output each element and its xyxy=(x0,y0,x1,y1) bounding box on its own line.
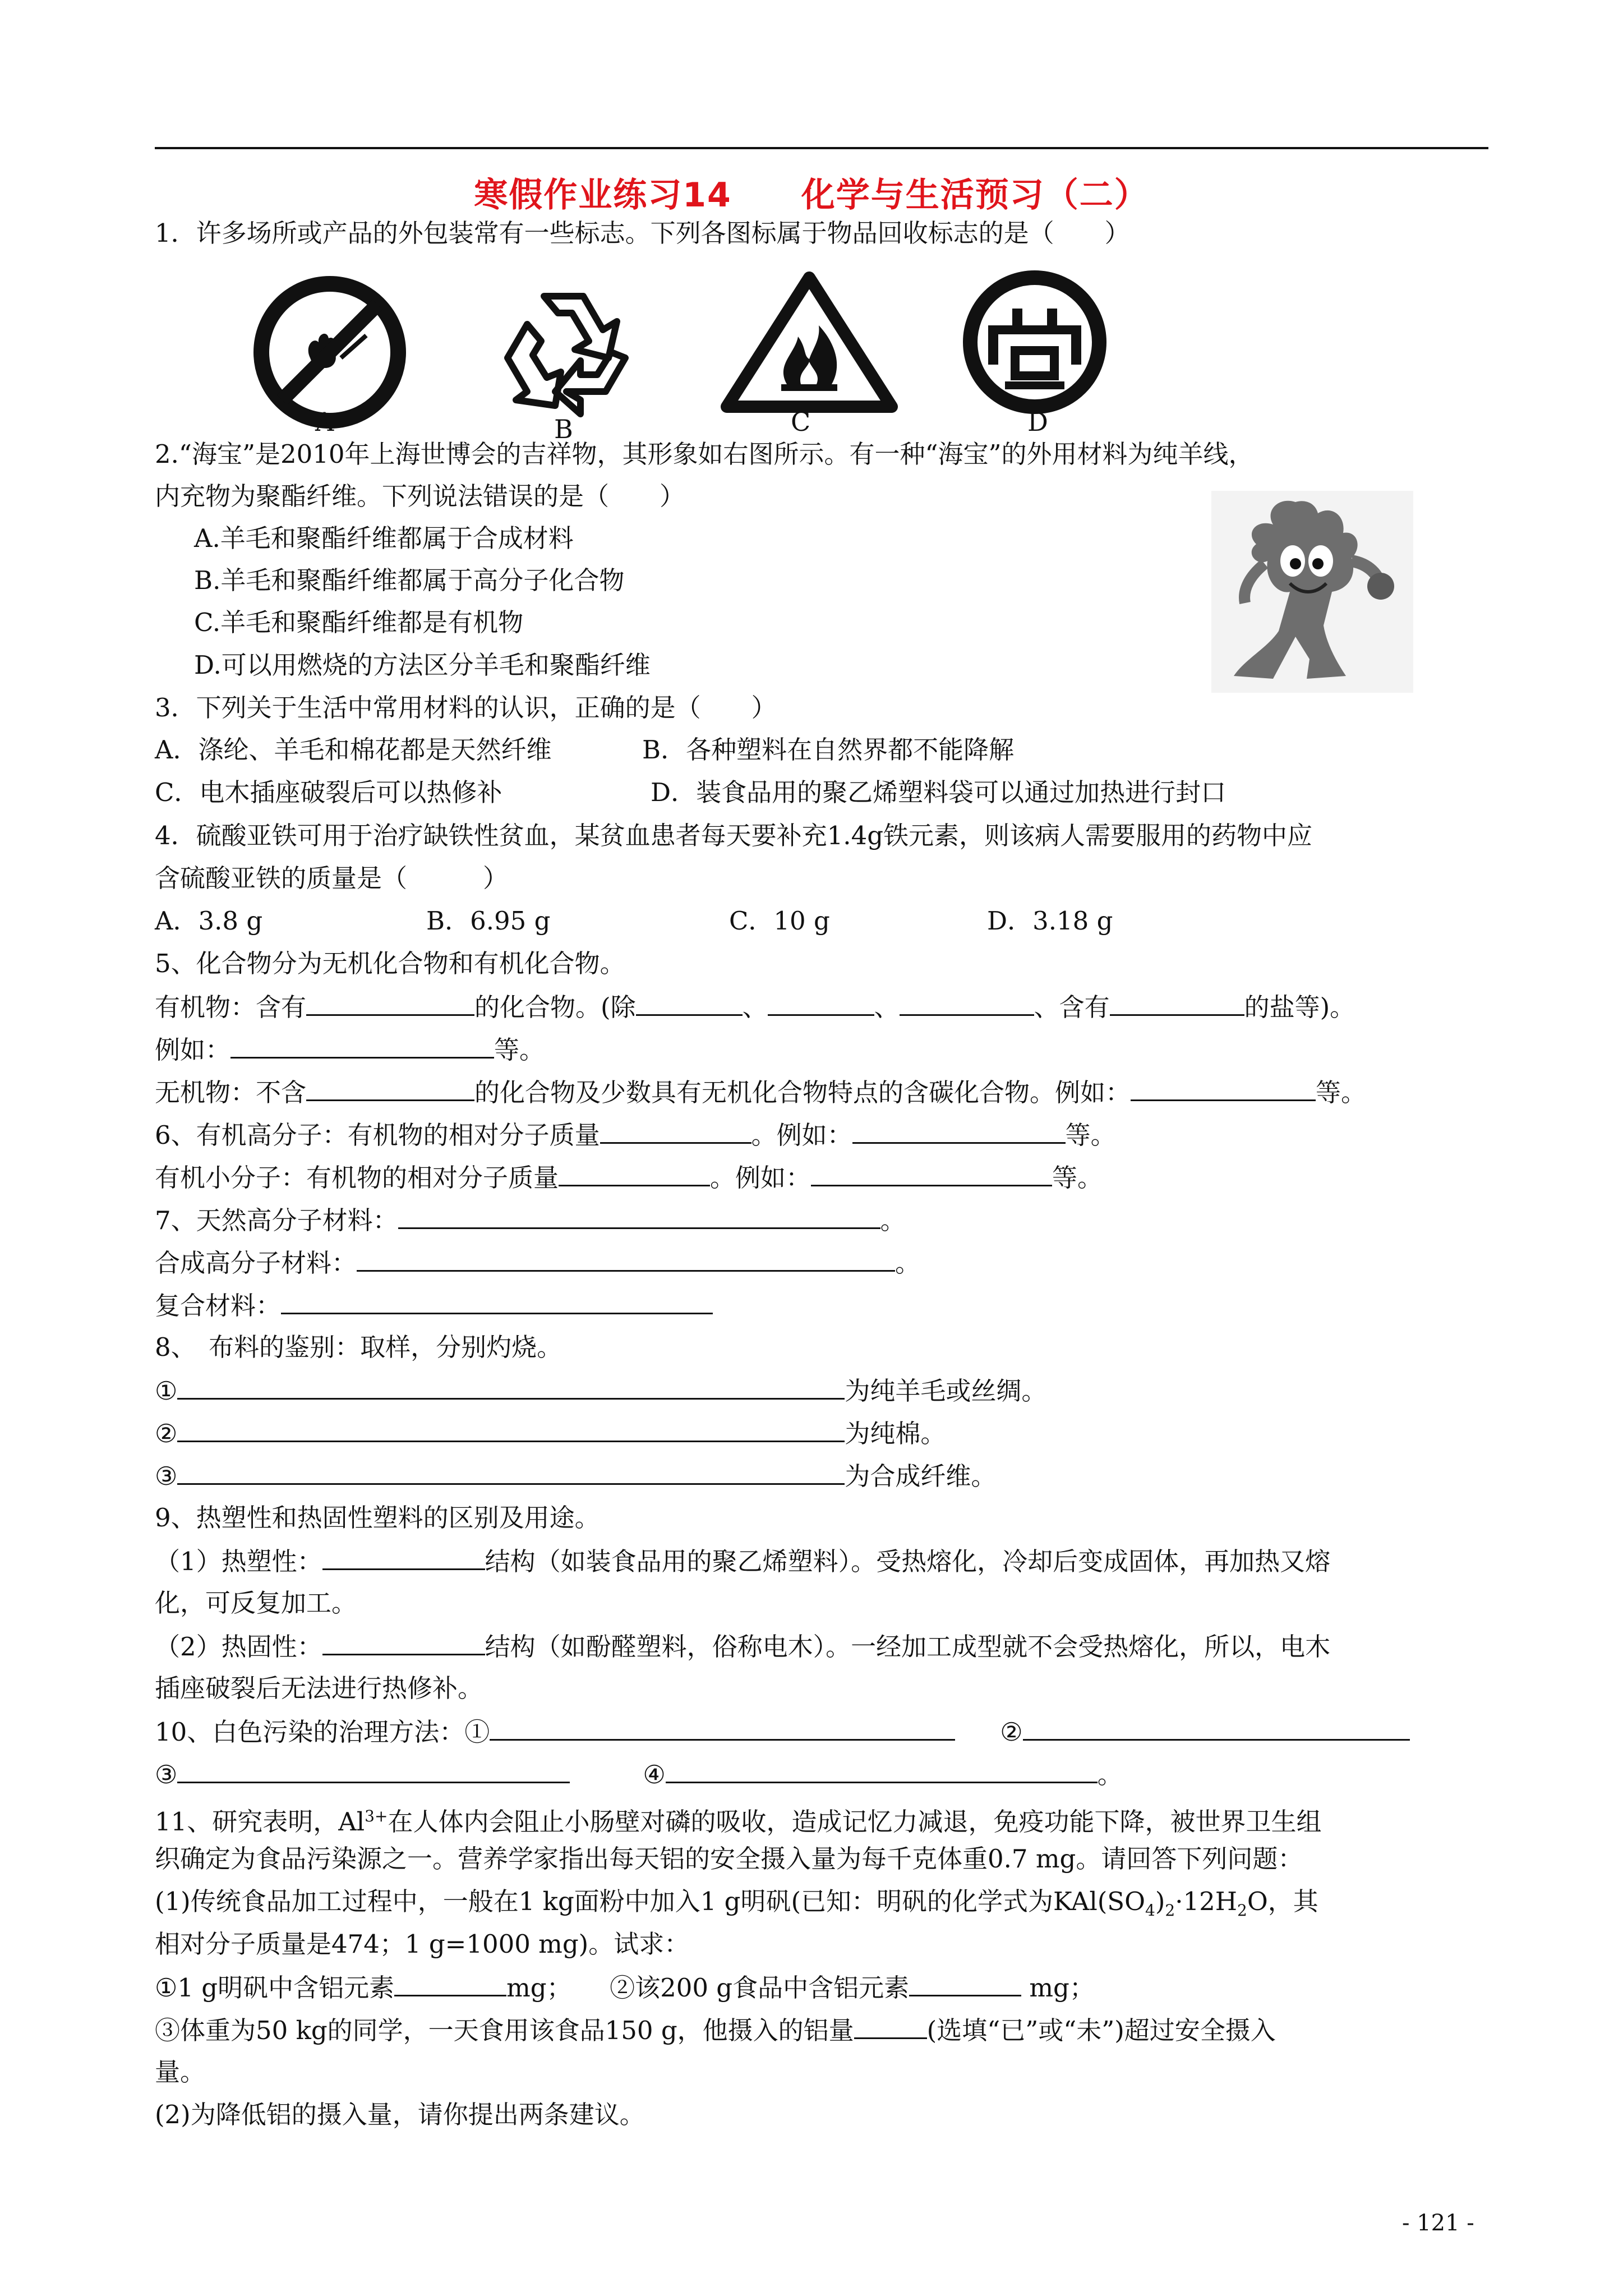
blank[interactable] xyxy=(306,990,474,1016)
blank[interactable] xyxy=(306,1075,474,1101)
blank[interactable] xyxy=(230,1032,494,1059)
blank[interactable] xyxy=(394,1970,506,1996)
blank[interactable] xyxy=(666,1757,1098,1783)
blank[interactable] xyxy=(854,2013,927,2039)
question-4-option-b: B．6.95 g xyxy=(426,906,551,936)
blank[interactable] xyxy=(811,1160,1052,1186)
question-8-item-3: ③ 为合成纤维。 xyxy=(155,1458,996,1493)
question-3: 3．下列关于生活中常用材料的认识，正确的是（ ） xyxy=(155,693,777,723)
question-6-macromolecule: 6、有机高分子：有机物的相对分子质量 。例如： 等。 xyxy=(155,1117,1116,1152)
question-9-part-2: （2）热固性： 结构（如酚醛塑料，俗称电木）。一经加工成型就不会受热熔化，所以，电木 xyxy=(155,1629,1330,1664)
question-2-option-d: D.可以用燃烧的方法区分羊毛和聚酯纤维 xyxy=(194,650,651,680)
question-10-line-1: 10、白色污染的治理方法：① ② xyxy=(155,1714,1410,1749)
question-3-option-c: C．电木插座破裂后可以热修补 xyxy=(155,777,502,807)
water-saving-sign-icon xyxy=(953,269,1116,415)
question-4-option-c: C．10 g xyxy=(729,906,830,936)
blank[interactable] xyxy=(322,1544,485,1570)
question-9-heading: 9、热塑性和热固性塑料的区别及用途。 xyxy=(155,1503,600,1533)
question-11-line-7: 量。 xyxy=(155,2057,206,2087)
question-5-heading: 5、化合物分为无机化合物和有机化合物。 xyxy=(155,949,625,978)
question-3-option-b: B．各种塑料在自然界都不能降解 xyxy=(642,735,1015,765)
sign-c-label: C xyxy=(791,407,811,437)
question-2-option-b: B.羊毛和聚酯纤维都属于高分子化合物 xyxy=(194,565,625,595)
blank[interactable] xyxy=(636,990,743,1016)
blank[interactable] xyxy=(281,1288,713,1314)
question-9-part-1-cont: 化，可反复加工。 xyxy=(155,1588,357,1618)
question-2-option-a: A.羊毛和聚酯纤维都属于合成材料 xyxy=(194,523,574,553)
flammable-warning-sign-icon xyxy=(717,269,902,415)
sign-d-label: D xyxy=(1027,407,1048,437)
question-2-option-c: C.羊毛和聚酯纤维都是有机物 xyxy=(194,608,524,637)
question-8-heading: 8、 布料的鉴别：取样，分别灼烧。 xyxy=(155,1332,562,1362)
blank[interactable] xyxy=(852,1117,1066,1144)
question-7-synthetic: 合成高分子材料： 。 xyxy=(155,1245,920,1280)
question-8-item-1: ① 为纯羊毛或丝绸。 xyxy=(155,1373,1046,1408)
blank[interactable] xyxy=(177,1373,845,1400)
blank[interactable] xyxy=(357,1245,895,1272)
question-5-organic-example: 例如： 等。 xyxy=(155,1032,545,1067)
question-11-line-8: (2)为降低铝的摄入量，请你提出两条建议。 xyxy=(155,2100,645,2129)
sign-b-label: B xyxy=(554,414,573,444)
page-number: - 121 - xyxy=(1402,2210,1474,2236)
question-11-line-1: 11、研究表明，$Al^{3+}$在人体内会阻止小肠壁对磷的吸收，造成记忆力减退，免疫功能下降，被世界卫生组 xyxy=(155,1807,1322,1837)
question-9-part-1: （1）热塑性： 结构（如装食品用的聚乙烯塑料）。受热熔化，冷却后变成固体，再加热又熔 xyxy=(155,1544,1330,1579)
blank[interactable] xyxy=(490,1714,955,1741)
page-title: 寒假作业练习14 化学与生活预习（二） xyxy=(474,176,1149,215)
question-3-option-a: A．涤纶、羊毛和棉花都是天然纤维 xyxy=(155,735,552,765)
question-7-natural: 7、天然高分子材料： 。 xyxy=(155,1203,906,1237)
question-3-option-d: D．装食品用的聚乙烯塑料袋可以通过加热进行封口 xyxy=(651,777,1227,807)
blank[interactable] xyxy=(177,1458,845,1485)
blank[interactable] xyxy=(768,990,874,1016)
blank[interactable] xyxy=(1110,990,1244,1016)
blank[interactable] xyxy=(398,1203,880,1229)
blank[interactable] xyxy=(900,990,1034,1016)
question-4-line-1: 4．硫酸亚铁可用于治疗缺铁性贫血，某贫血患者每天要补充1.4g铁元素，则该病人需要服用的药物中应 xyxy=(155,821,1313,850)
question-6-small-molecule: 有机小分子：有机物的相对分子质量 。例如： 等。 xyxy=(155,1160,1103,1195)
question-7-composite: 复合材料： xyxy=(155,1288,713,1323)
blank[interactable] xyxy=(559,1160,710,1186)
question-11-line-2: 织确定为食品污染源之一。营养学家指出每天铝的安全摄入量为每千克体重0.7 mg。请回答下列问题： xyxy=(155,1844,1303,1874)
sign-a-label: A xyxy=(315,407,334,437)
question-8-item-2: ② 为纯棉。 xyxy=(155,1416,946,1451)
blank[interactable] xyxy=(177,1757,570,1783)
blank[interactable] xyxy=(1023,1714,1410,1741)
question-11-line-6: ③体重为50 kg的同学，一天食用该食品150 g，他摄入的铝量 (选填“已”或“未”)超过安全摄入 xyxy=(155,2013,1276,2047)
question-5-organic: 有机物：含有 的化合物。(除 、 、 、含有 的盐等)。 xyxy=(155,990,1355,1024)
question-4-option-a: A．3.8 g xyxy=(155,906,263,936)
question-9-part-2-cont: 插座破裂后无法进行热修补。 xyxy=(155,1673,483,1703)
recycling-sign-icon xyxy=(482,274,645,425)
question-11-line-3: (1)传统食品加工过程中，一般在1 kg面粉中加入1 g明矾(已知：明矾的化学式为$KAl(SO_4)_2\cdot 12H_2O$，其 xyxy=(155,1887,1318,1920)
question-2-line-2: 内充物为聚酯纤维。下列说法错误的是（ ） xyxy=(155,481,685,511)
blank[interactable] xyxy=(909,1970,1021,1996)
question-11-line-5: ①1 g明矾中含铝元素 mg； ②该200 g食品中含铝元素 mg； xyxy=(155,1970,1095,2005)
blank[interactable] xyxy=(600,1117,751,1144)
question-4-line-2: 含硫酸亚铁的质量是（ ） xyxy=(155,863,509,893)
blank[interactable] xyxy=(322,1629,485,1655)
question-1: 1．许多场所或产品的外包装常有一些标志。下列各图标属于物品回收标志的是（ ） xyxy=(155,218,1130,248)
haibao-mascot-icon xyxy=(1211,491,1413,693)
question-2-line-1: 2.“海宝”是2010年上海世博会的吉祥物，其形象如右图所示。有一种“海宝”的外用材料为纯羊线， xyxy=(155,439,1254,469)
question-10-line-2: ③ ④ 。 xyxy=(155,1757,1123,1792)
question-4-option-d: D．3.18 g xyxy=(987,906,1113,936)
blank[interactable] xyxy=(1131,1075,1316,1101)
question-11-line-4: 相对分子质量是474；1 g=1000 mg)。试求： xyxy=(155,1929,690,1959)
header-rule xyxy=(155,147,1488,149)
question-5-inorganic: 无机物：不含 的化合物及少数具有无机化合物特点的含碳化合物。例如： 等。 xyxy=(155,1075,1366,1110)
blank[interactable] xyxy=(177,1416,845,1442)
